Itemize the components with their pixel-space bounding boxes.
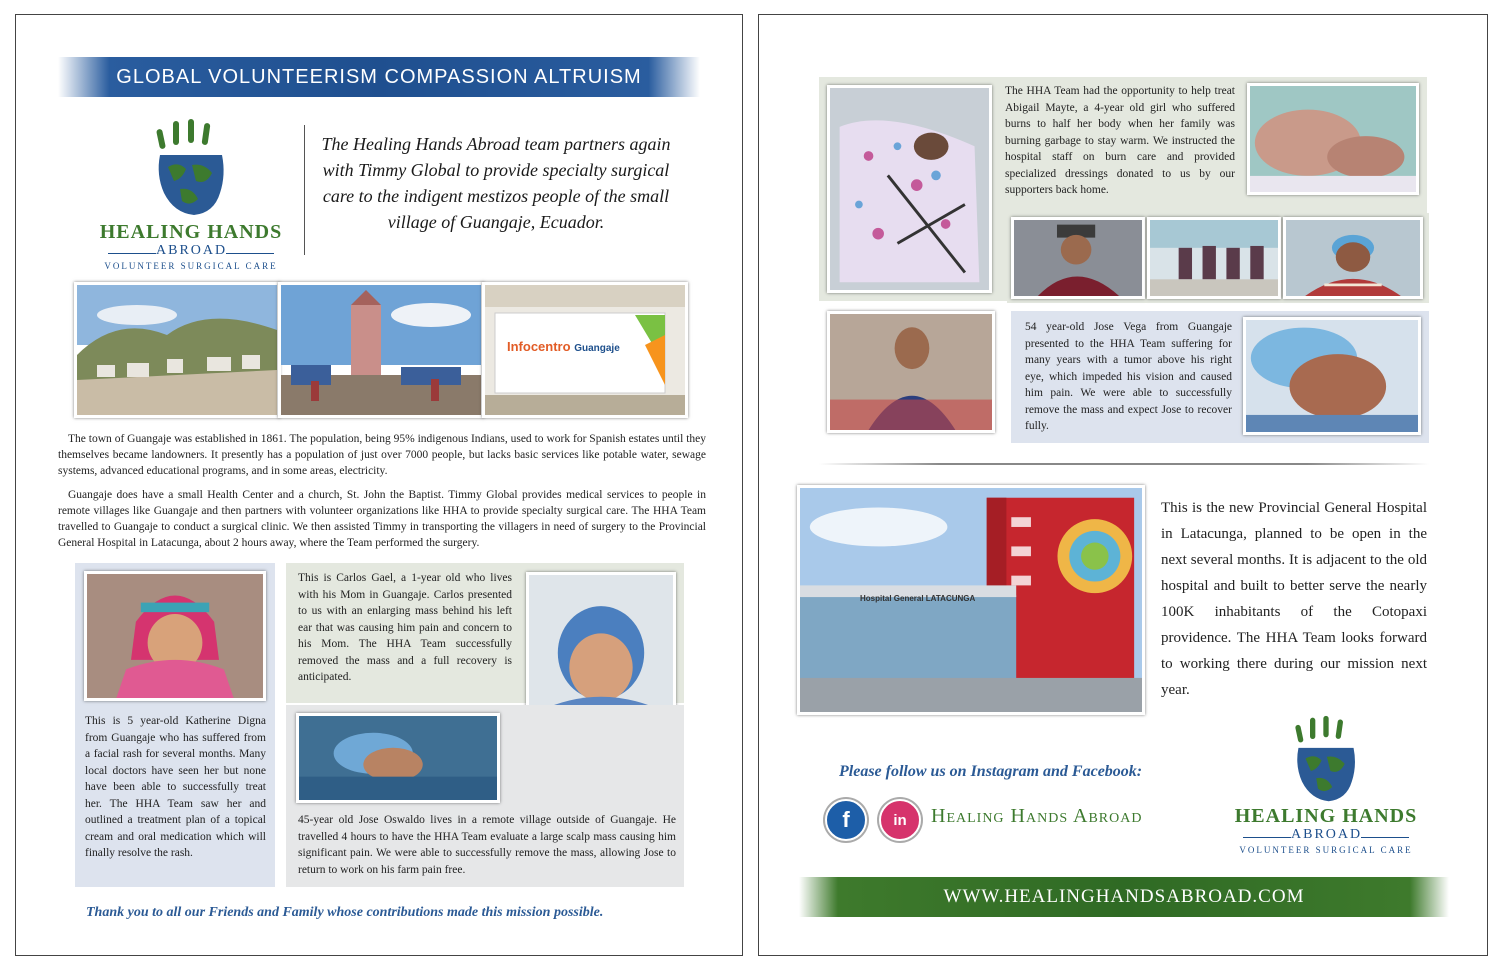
logo-sub: ABROAD <box>1291 827 1363 842</box>
infocentro-sign <box>507 339 620 354</box>
logo-sub: ABROAD <box>156 243 228 258</box>
social-brand-link[interactable]: Healing Hands Abroad <box>931 805 1143 827</box>
instagram-icon[interactable]: in <box>879 799 921 841</box>
logo-name: HEALING HANDS <box>99 221 283 243</box>
intro-divider <box>304 125 305 255</box>
hha-logo-small <box>1221 711 1431 861</box>
facebook-icon[interactable]: f <box>825 799 867 841</box>
jose-oswaldo-photo <box>296 713 500 803</box>
waiting-room-photo <box>1147 217 1281 299</box>
hospital-caption: This is the new Provincial General Hospital in Latacunga, planned to be open in the next several months. It is adjacent to the old hospital and built to better serve the nearly 100K inhabitants of the Cotopaxi providence. The HHA Team looks forward to working there during our mission next year. <box>1161 500 1427 698</box>
health-center-paragraph: Guangaje does have a small Health Center and a church, St. John the Baptist. Timmy Global provides medical services to people in remote villages like Guangaje and then partners with volunteer organizations like HHA to provide specialty surgical care. The HHA Team travelled to Guangaje to conduct a surgical clinic. We then assisted Timmy in transporting the villagers in need of surgery to the Provincial General Hospital in Latacunga, about 2 hours away, where the Team performed the surgery. <box>58 489 706 549</box>
jose-vega-surgery-photo <box>1243 317 1421 435</box>
history-paragraph: The town of Guangaje was established in 1861. The population, being 95% indigenous Indians, used to work for Spanish estates until they themselves became landowners. It presently has a population of just over 7000 people, but lacks basic services like potable water, sewage systems, advanced educational programs, and in some areas, electricity. <box>58 433 706 477</box>
katherine-caption: This is 5 year-old Katherine Digna from Guangaje who has suffered from a facial rash for several months. Many local doctors have seen her but none have been able to successfully treat her. The HHA Team saw her and outlined a treatment plan of a topical cream and oral medication which will finally resolve the rash. <box>85 715 266 859</box>
logo-tagline: VOLUNTEER SURGICAL CARE <box>104 261 278 271</box>
village-photo <box>74 282 280 418</box>
infocentro-photo <box>482 282 688 418</box>
hand-world-icon <box>146 115 236 220</box>
katherine-photo <box>84 571 266 701</box>
carlos-caption: This is Carlos Gael, a 1-year old who lives with his Mom in Guangaje. Carlos presented to us with an enlarging mass behind his left ear that was causing him pain and concern to his Mom. The HHA Team successfully removed the mass and a full recovery is anticipated. <box>298 572 512 683</box>
left-page <box>15 14 743 956</box>
hospital-photo <box>797 485 1145 715</box>
patient-man-photo <box>1011 217 1145 299</box>
jose-vega-caption: 54 year-old Jose Vega from Guangaje presented to the HHA Team suffering for many years with a tumor above his right eye, which impeded his vision and caused him pain. We were able to successfully remove the mass and expect Jose to recover fully. <box>1025 321 1232 432</box>
patient-poncho-photo <box>1283 217 1423 299</box>
logo-name: HEALING HANDS <box>1234 805 1418 827</box>
abigail-burn-photo <box>1247 83 1419 195</box>
hha-logo <box>86 115 296 271</box>
abigail-bed-photo <box>827 85 992 293</box>
follow-note: Please follow us on Instagram and Facebook: <box>839 763 1143 780</box>
infocentro-place: Guangaje <box>574 343 620 354</box>
church-photo <box>278 282 484 418</box>
thanks-note: Thank you to all our Friends and Family whose contributions made this mission possible. <box>86 905 604 920</box>
hospital-sign: Hospital General LATACUNGA <box>860 594 976 603</box>
infocentro-brand: Infocentro <box>507 339 571 354</box>
right-page <box>758 14 1488 956</box>
website-bar[interactable]: WWW.HEALINGHANDSABROAD.COM <box>799 877 1449 917</box>
jose-vega-portrait-photo <box>827 311 995 433</box>
abigail-caption: The HHA Team had the opportunity to help treat Abigail Mayte, a 4-year old girl who suffered burns to half her body when her family was burning garbage to stay warm. We instructed the hospital staff on burn care and provided specialized dressings donated to us by our supporters back home. <box>1005 85 1235 196</box>
section-divider <box>819 463 1429 465</box>
intro-text: The Healing Hands Abroad team partners again with Timmy Global to provide specialty surgical care to the indigent mestizos people of the small village of Guangaje, Ecuador. <box>321 134 671 232</box>
hand-world-icon <box>1286 711 1366 807</box>
logo-tagline: VOLUNTEER SURGICAL CARE <box>1239 845 1413 855</box>
page-banner: GLOBAL VOLUNTEERISM COMPASSION ALTRUISM <box>58 57 700 97</box>
jose-oswaldo-caption: 45-year old Jose Oswaldo lives in a remote village outside of Guangaje. He travelled 4 hours to have the HHA Team evaluate a large scalp mass causing him significant pain. We were able to successfully remove the mass, allowing Jose to return to work on his farm pain free. <box>298 814 676 876</box>
